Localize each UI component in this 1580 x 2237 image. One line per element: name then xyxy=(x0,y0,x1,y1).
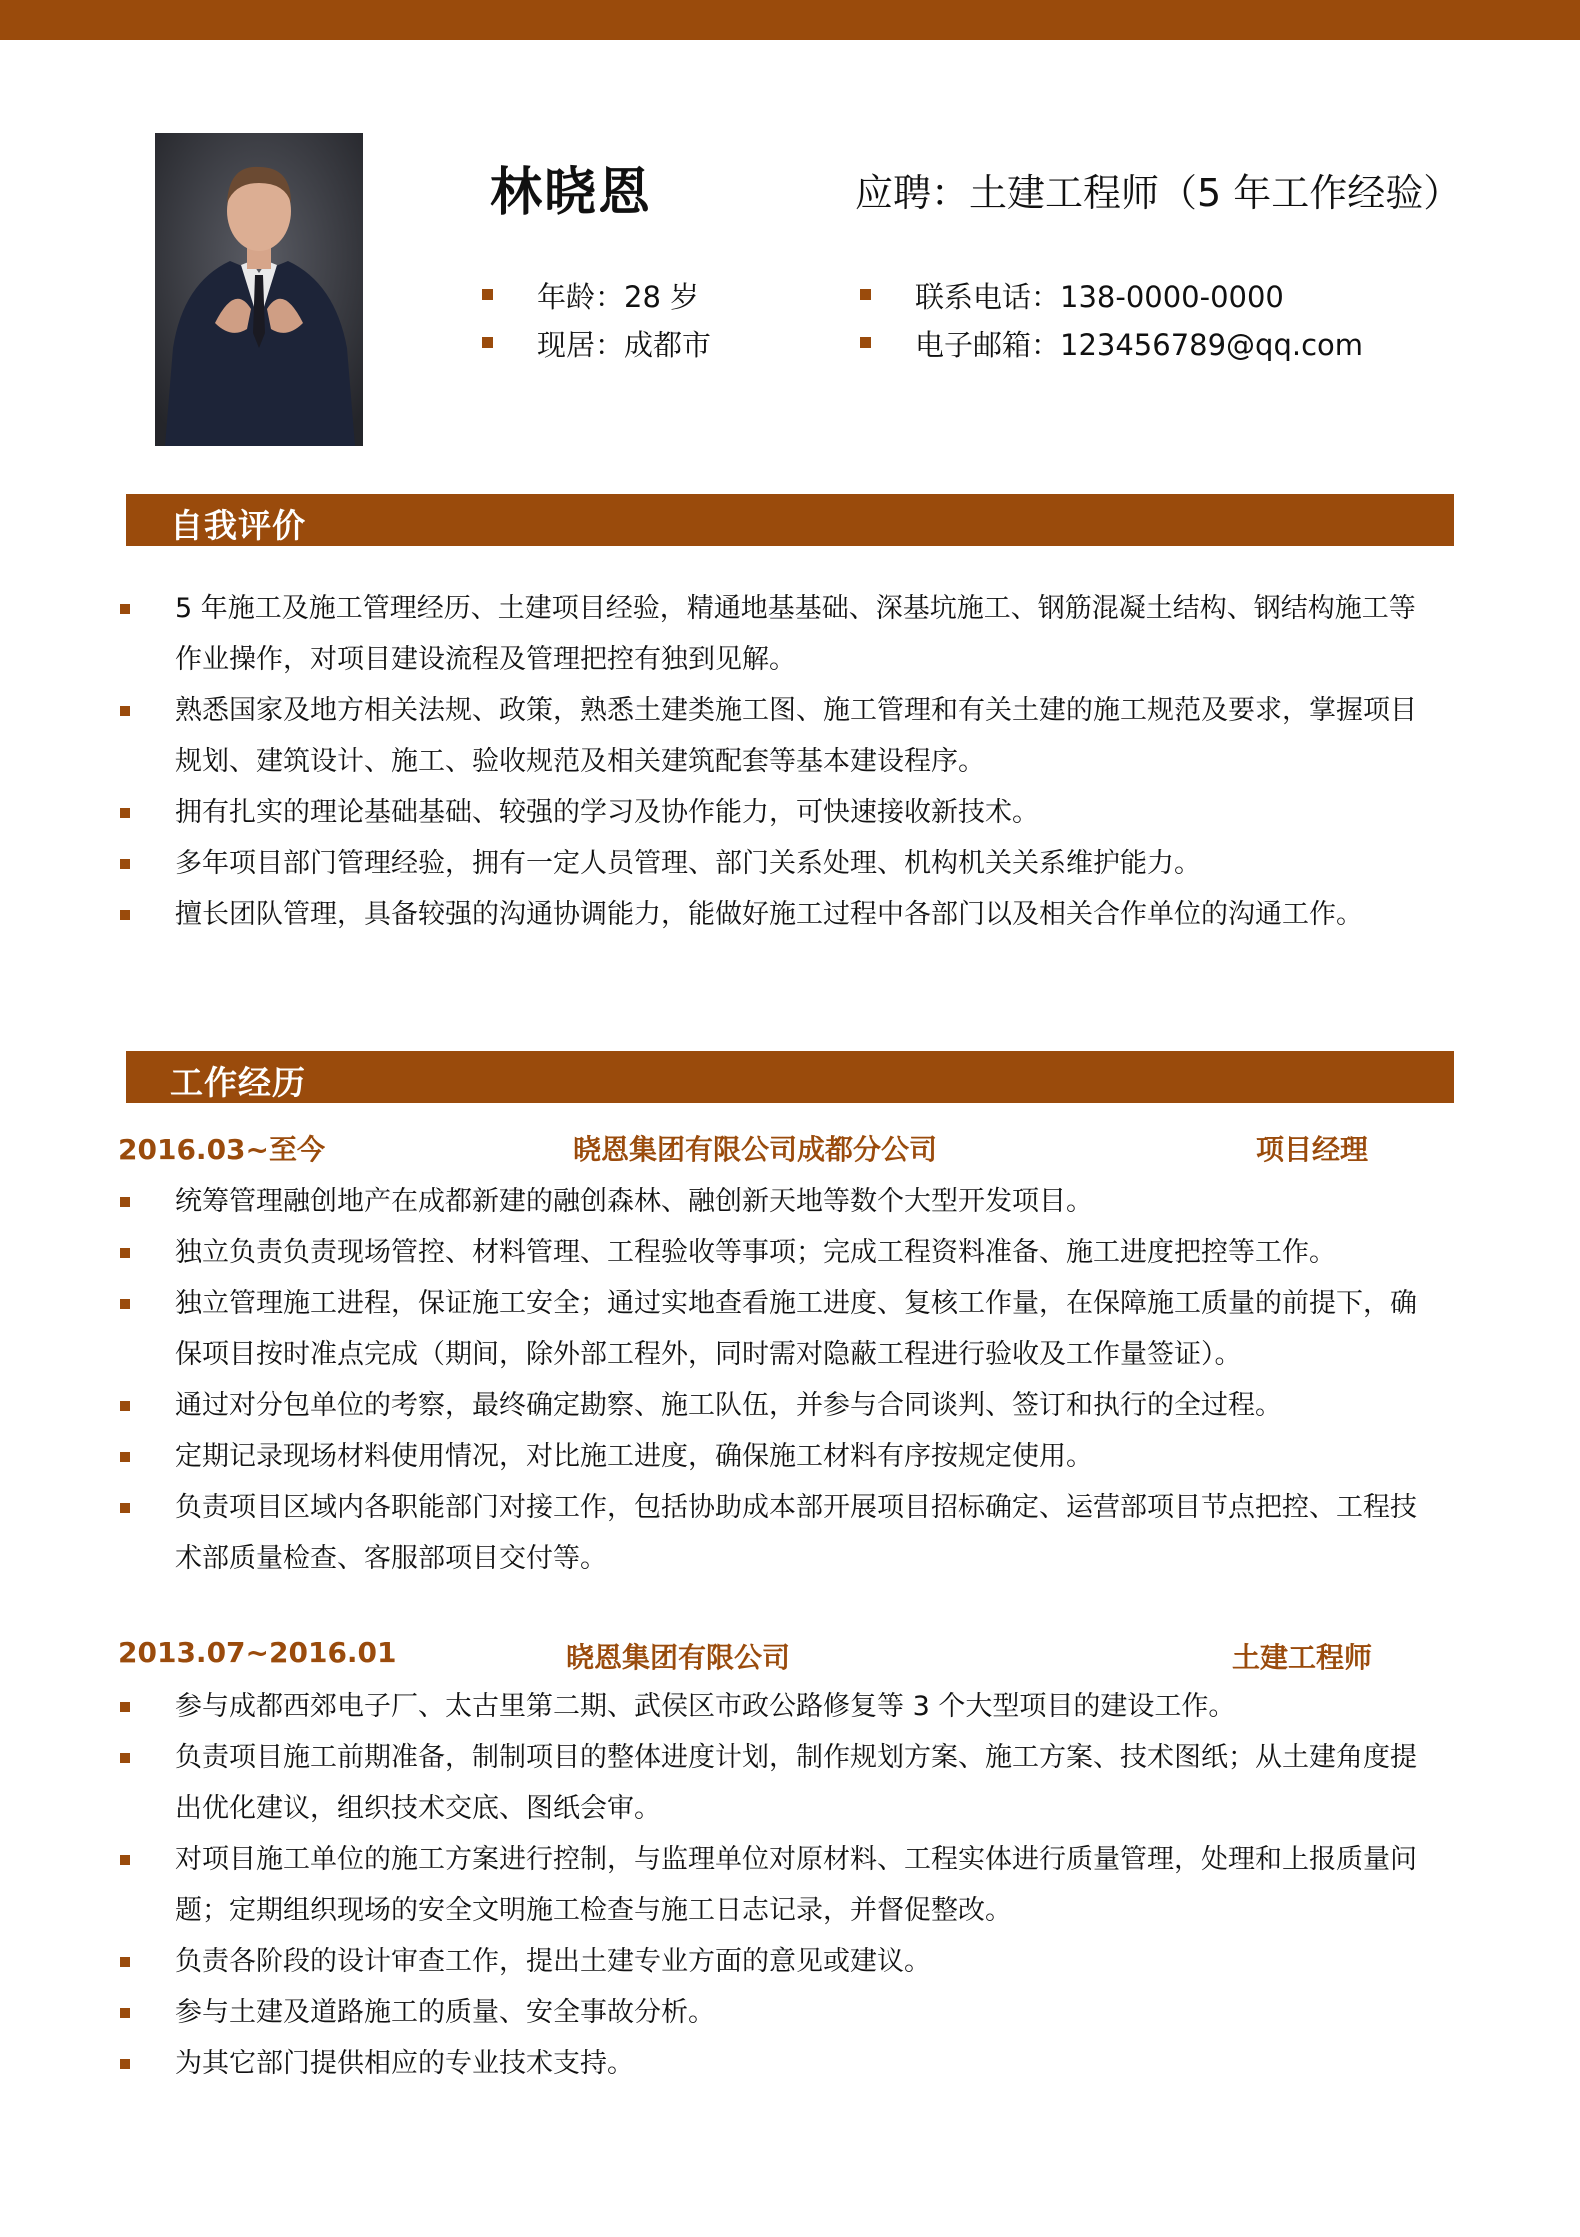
list-item xyxy=(120,1732,1440,1834)
list-item xyxy=(120,1834,1440,1936)
list-item xyxy=(120,1176,1440,1227)
list-item-text: 负责项目区域内各职能部门对接工作，包括协助成本部开展项目招标确定、运营部项目节点把控、工程技术部质量检查、客服部项目交付等。 xyxy=(175,1492,1417,1574)
bullet-square-icon xyxy=(120,1401,130,1411)
bullet-square-icon xyxy=(120,1753,130,1763)
bullet-square-icon xyxy=(860,289,871,300)
list-item xyxy=(120,2038,1440,2089)
bullet-square-icon xyxy=(120,706,130,716)
bullet-square-icon xyxy=(120,1855,130,1865)
list-item-text: 负责各阶段的设计审查工作，提出土建专业方面的意见或建议。 xyxy=(175,1946,931,1977)
bullet-square-icon xyxy=(120,1503,130,1513)
section-header-self-eval xyxy=(126,494,1454,546)
job-position: 项目经理 xyxy=(1256,1133,1369,1166)
list-item-text: 参与成都西郊电子厂、太古里第二期、武侯区市政公路修复等 3 个大型项目的建设工作。 xyxy=(175,1691,1236,1722)
job-header xyxy=(118,1128,1418,1168)
list-item xyxy=(120,1482,1440,1584)
bullet-square-icon xyxy=(120,2008,130,2018)
job-company: 晓恩集团有限公司成都分公司 xyxy=(573,1133,938,1166)
bullet-square-icon xyxy=(120,1702,130,1712)
bullet-square-icon xyxy=(860,337,871,348)
list-item-text: 为其它部门提供相应的专业技术支持。 xyxy=(175,2048,634,2079)
job-company: 晓恩集团有限公司 xyxy=(566,1641,791,1674)
job-duties-list xyxy=(120,1681,1440,2089)
job-header xyxy=(118,1636,1418,1676)
list-item-text: 独立管理施工进程，保证施工安全；通过实地查看施工进度、复核工作量，在保障施工质量的前提下，确保项目按时准点完成（期间，除外部工程外，同时需对隐蔽工程进行验收及工作量签证）。 xyxy=(175,1288,1417,1370)
bullet-square-icon xyxy=(120,808,130,818)
list-item xyxy=(120,685,1440,787)
list-item-text: 5 年施工及施工管理经历、土建项目经验，精通地基基础、深基坑施工、钢筋混凝土结构、钢结构施工等作业操作，对项目建设流程及管理把控有独到见解。 xyxy=(175,593,1416,675)
bullet-square-icon xyxy=(120,1197,130,1207)
info-email-text: 电子邮箱：123456789@qq.com xyxy=(915,328,1364,362)
list-item-text: 熟悉国家及地方相关法规、政策，熟悉土建类施工图、施工管理和有关土建的施工规范及要求，掌握项目规划、建筑设计、施工、验收规范及相关建筑配套等基本建设程序。 xyxy=(175,695,1417,777)
list-item-text: 参与土建及道路施工的质量、安全事故分析。 xyxy=(175,1997,715,2028)
bullet-square-icon xyxy=(120,2059,130,2069)
info-phone-text: 联系电话：138-0000-0000 xyxy=(915,280,1284,314)
top-accent-bar xyxy=(0,0,1580,40)
list-item xyxy=(120,838,1440,889)
bullet-square-icon xyxy=(482,289,493,300)
job-position: 土建工程师 xyxy=(1232,1641,1373,1674)
list-item-text: 多年项目部门管理经验，拥有一定人员管理、部门关系处理、机构机关关系维护能力。 xyxy=(175,848,1201,879)
list-item-text: 对项目施工单位的施工方案进行控制，与监理单位对原材料、工程实体进行质量管理，处理和上报质量问题；定期组织现场的安全文明施工检查与施工日志记录，并督促整改。 xyxy=(175,1844,1417,1926)
job-duties-list xyxy=(120,1176,1440,1584)
list-item-text: 统筹管理融创地产在成都新建的融创森林、融创新天地等数个大型开发项目。 xyxy=(175,1186,1093,1217)
list-item-text: 负责项目施工前期准备，制制项目的整体进度计划，制作规划方案、施工方案、技术图纸；从土建角度提出优化建议，组织技术交底、图纸会审。 xyxy=(175,1742,1417,1824)
list-item xyxy=(120,1431,1440,1482)
list-item xyxy=(120,1278,1440,1380)
applied-position: 应聘：土建工程师（5 年工作经验） xyxy=(855,171,1462,215)
job-period: 2013.07~2016.01 xyxy=(118,1636,397,1669)
list-item-text: 通过对分包单位的考察，最终确定勘察、施工队伍，并参与合同谈判、签订和执行的全过程。 xyxy=(175,1390,1282,1421)
bullet-square-icon xyxy=(120,859,130,869)
list-item xyxy=(120,889,1440,940)
bullet-square-icon xyxy=(120,1957,130,1967)
list-item xyxy=(120,1987,1440,2038)
bullet-square-icon xyxy=(120,604,130,614)
section-title: 自我评价 xyxy=(170,506,306,545)
list-item xyxy=(120,1227,1440,1278)
list-item xyxy=(120,583,1440,685)
bullet-square-icon xyxy=(120,1299,130,1309)
bullet-square-icon xyxy=(482,337,493,348)
list-item xyxy=(120,787,1440,838)
bullet-square-icon xyxy=(120,910,130,920)
list-item xyxy=(120,1681,1440,1732)
info-residence-text: 现居：成都市 xyxy=(537,328,712,362)
candidate-name: 林晓恩 xyxy=(490,163,653,223)
self-eval-list xyxy=(120,583,1440,940)
list-item xyxy=(120,1936,1440,1987)
profile-photo xyxy=(155,133,363,446)
list-item-text: 擅长团队管理，具备较强的沟通协调能力，能做好施工过程中各部门以及相关合作单位的沟通工作。 xyxy=(175,899,1363,930)
list-item-text: 定期记录现场材料使用情况，对比施工进度，确保施工材料有序按规定使用。 xyxy=(175,1441,1093,1472)
section-title: 工作经历 xyxy=(170,1063,306,1102)
job-period: 2016.03~至今 xyxy=(118,1133,325,1166)
info-age-text: 年龄：28 岁 xyxy=(537,280,700,314)
list-item-text: 独立负责负责现场管控、材料管理、工程验收等事项；完成工程资料准备、施工进度把控等工作。 xyxy=(175,1237,1336,1268)
bullet-square-icon xyxy=(120,1452,130,1462)
section-header-work xyxy=(126,1051,1454,1103)
bullet-square-icon xyxy=(120,1248,130,1258)
list-item-text: 拥有扎实的理论基础基础、较强的学习及协作能力，可快速接收新技术。 xyxy=(175,797,1039,828)
list-item xyxy=(120,1380,1440,1431)
